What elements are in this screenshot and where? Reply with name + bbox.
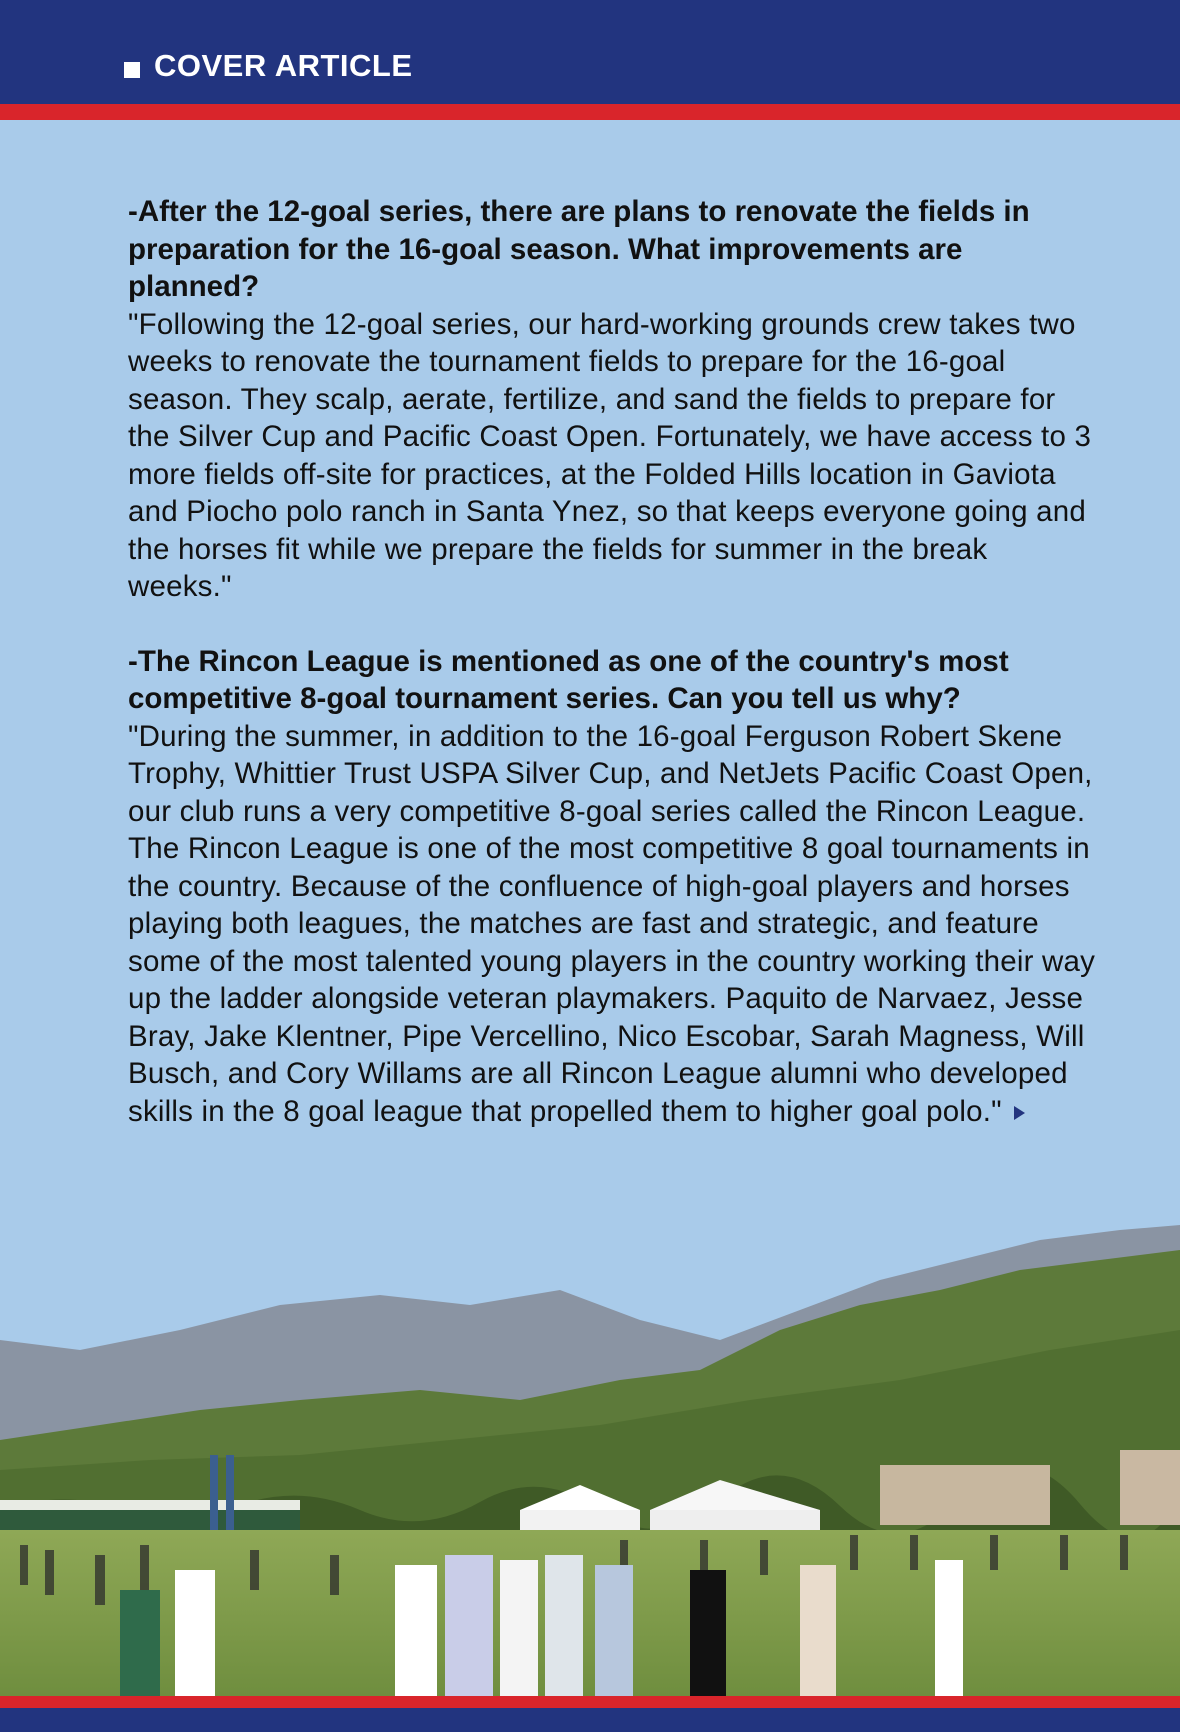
footer-red-stripe <box>0 1696 1180 1708</box>
qa-block <box>128 643 1098 1131</box>
section-square-icon <box>124 62 140 78</box>
header-red-stripe <box>0 104 1180 120</box>
polo-field-photo <box>0 1210 1180 1696</box>
qa-block <box>128 193 1098 606</box>
interview-answer: "Following the 12-goal series, our hard-working grounds crew takes two weeks to renovate the tournament fields to prepare for the 16-goal season. They scalp, aerate, fertilize, and sand the fields to prepare for the Silver Cup and Pacific Coast Open. Fortunately, we have access to 3 more fields off-site for practices, at the Folded Hills location in Gaviota and Piocho polo ranch in Santa Ynez, so that keeps everyone going and the horses fit while we prepare the fields for summer in the break weeks." <box>128 307 1092 603</box>
section-label: COVER ARTICLE <box>154 48 413 83</box>
end-of-article-arrow-icon <box>1014 1106 1025 1120</box>
interview-answer: "During the summer, in addition to the 16-goal Ferguson Robert Skene Trophy, Whittier Trust USPA Silver Cup, and NetJets Pacific Coast Open, our club runs a very competitive 8-goal series called the Rincon League. The Rincon League is one of the most competitive 8 goal tournaments in the country. Because of the confluence of high-goal players and horses playing both leagues, the matches are fast and strategic, and feature some of the most talented young players in the country working their way up the ladder alongside veteran playmakers. Paquito de Narvaez, Jesse Bray, Jake Klentner, Pipe Vercellino, Nico Escobar, Sarah Magness, Will Busch, and Cory Willams are all Rincon League alumni who developed skills in the 8 goal league that propelled them to higher goal polo." <box>128 719 1096 1128</box>
interview-question: -The Rincon League is mentioned as one of the country's most competitive 8-goal tournament series. Can you tell us why? <box>128 644 1009 715</box>
interview-question: -After the 12-goal series, there are plans to renovate the fields in preparation for the 16-goal season. What improvements are planned? <box>128 195 1030 303</box>
article-body <box>128 193 1098 1130</box>
building <box>880 1465 1050 1525</box>
footer-bar <box>0 1708 1180 1732</box>
